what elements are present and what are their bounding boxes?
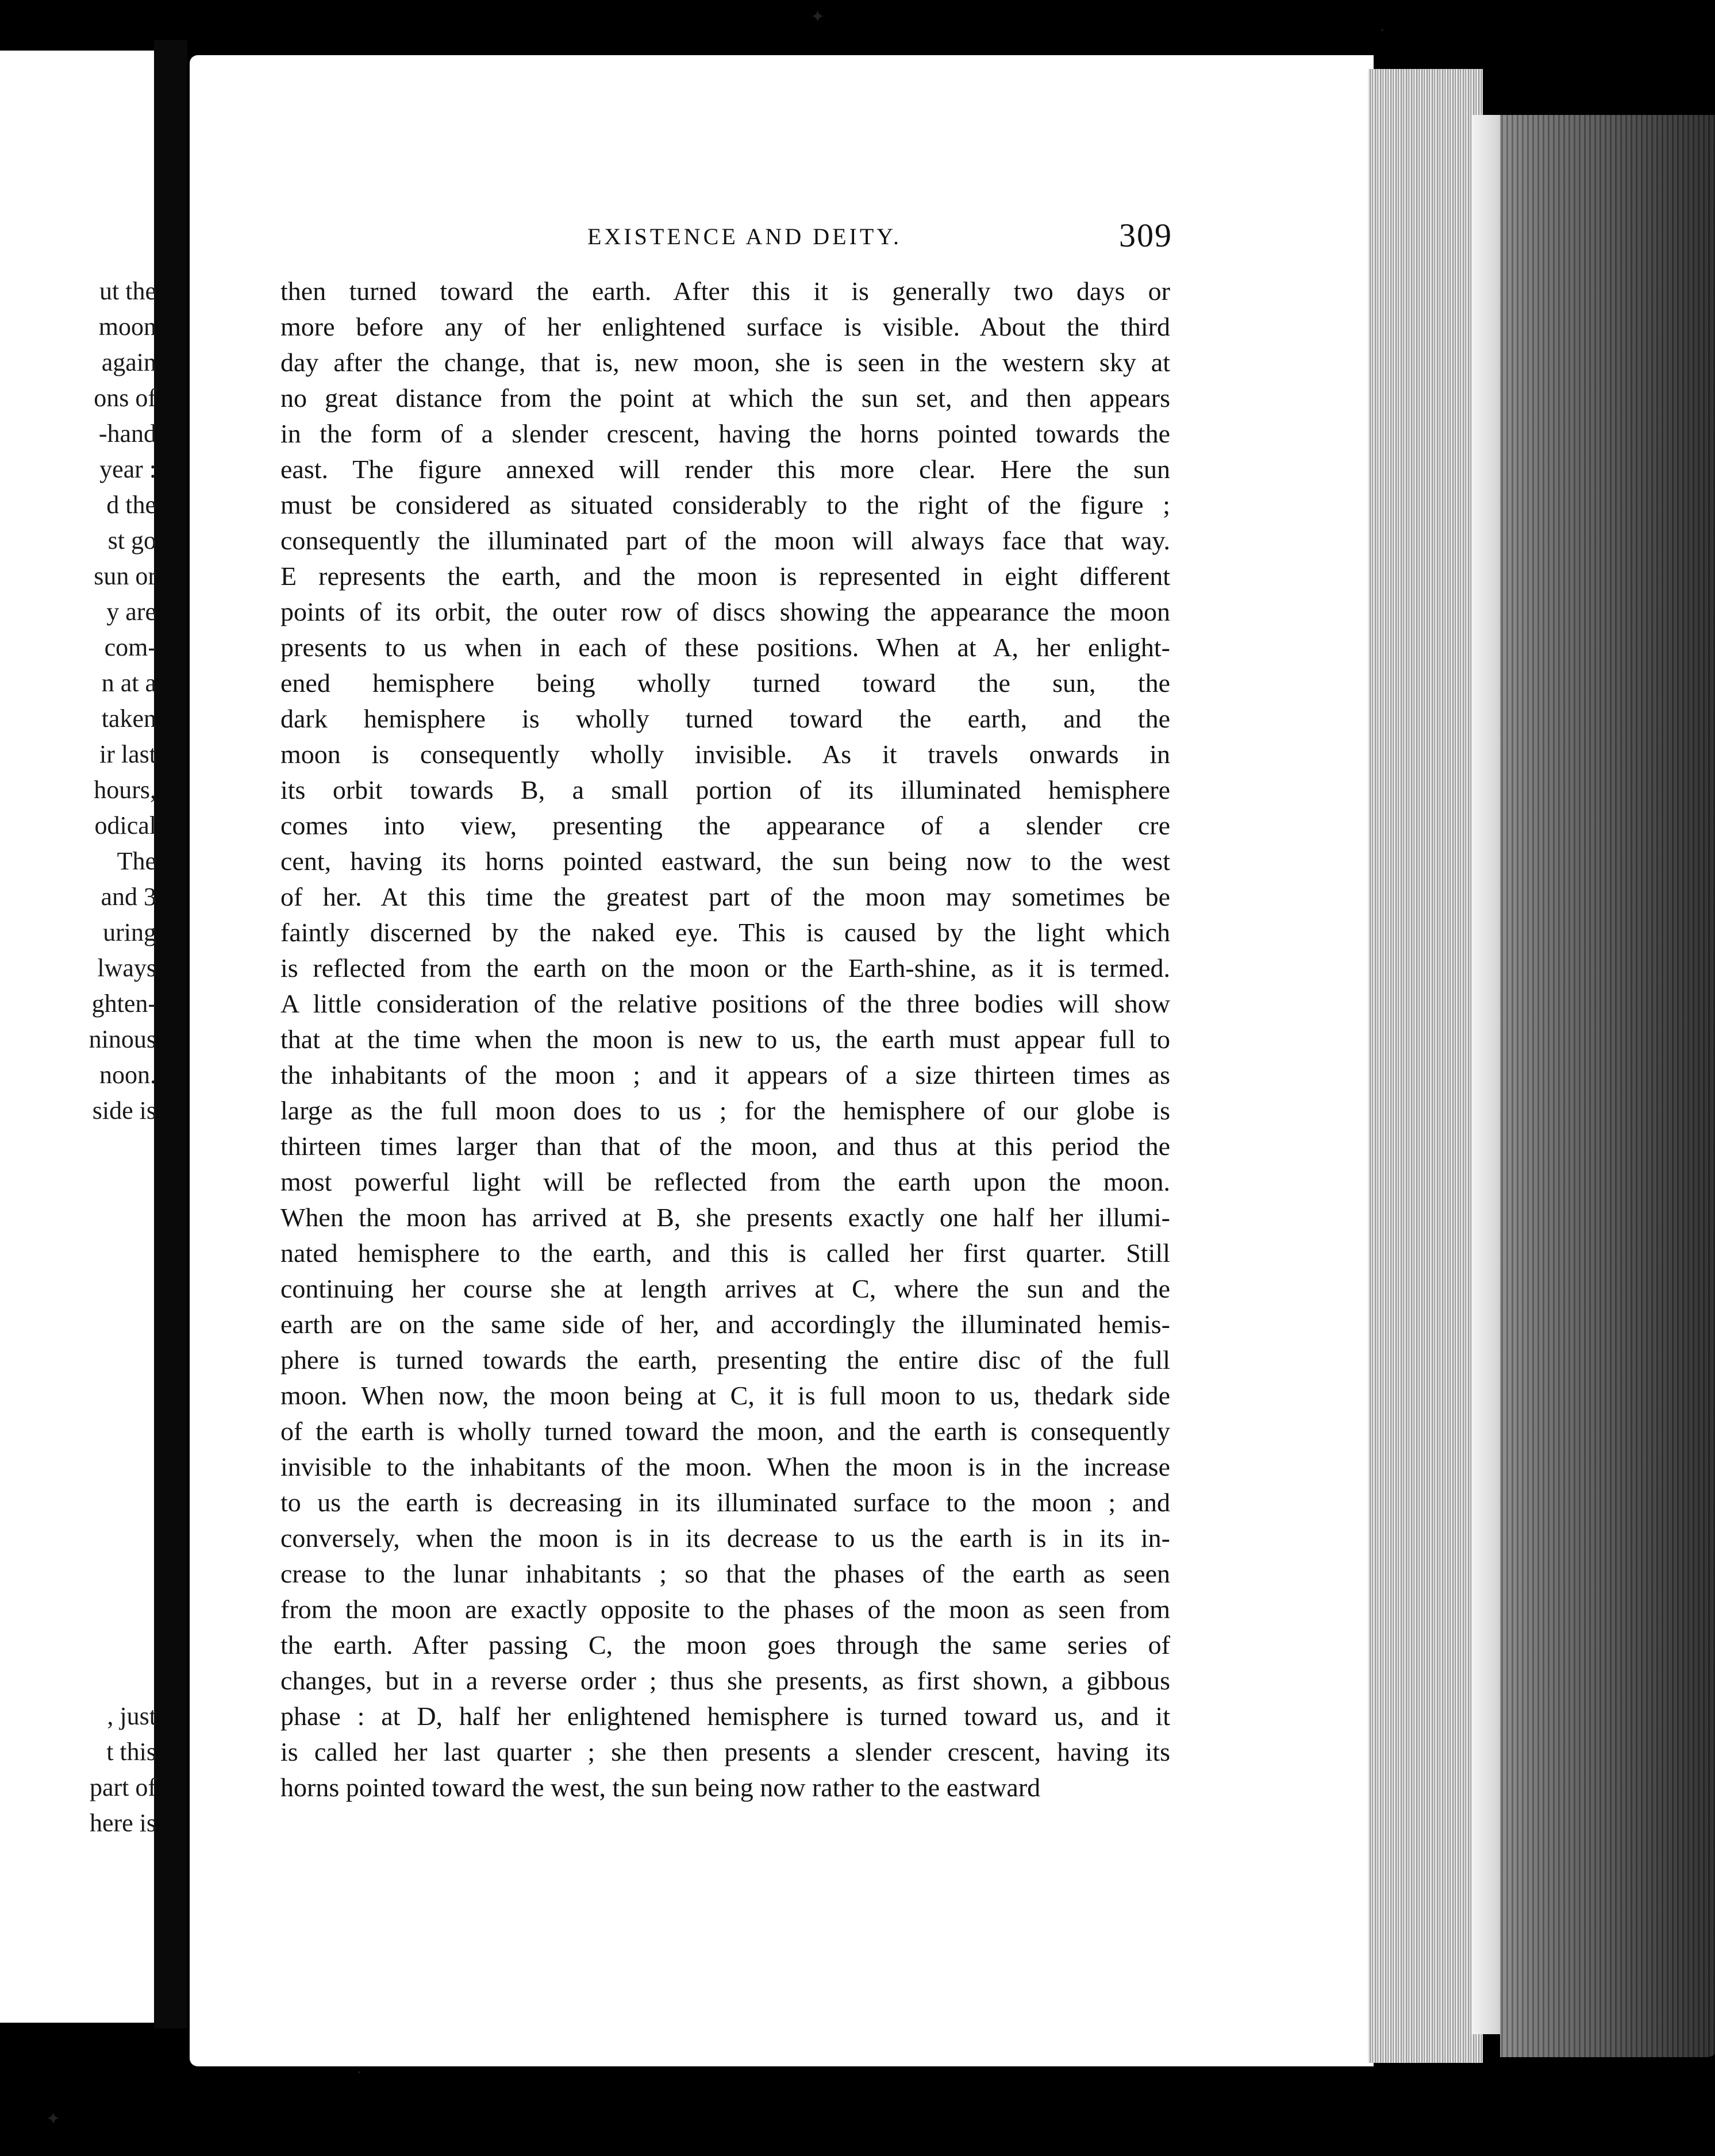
text-line: phase : at D, half her enlightened hemisphere is turned toward us, and it: [280, 1701, 1170, 1731]
left-page-line-fragment: here is: [89, 1809, 156, 1837]
text-line: invisible to the inhabitants of the moon. When the moon is in the increase: [280, 1452, 1170, 1481]
text-line: is reflected from the earth on the moon or the Earth-shine, as it is termed.: [280, 953, 1170, 983]
left-page-line-fragment: t this: [106, 1738, 156, 1766]
text-line: earth are on the same side of her, and accordingly the illuminated hemis-: [280, 1310, 1170, 1339]
text-line: phere is turned towards the earth, presenting the entire disc of the full: [280, 1345, 1170, 1375]
left-page-line-fragment: hours,: [94, 776, 156, 804]
text-line: faintly discerned by the naked eye. This is caused by the light which: [280, 918, 1170, 947]
left-page-line-fragment: n at a: [101, 669, 156, 697]
book-cover: [1500, 115, 1715, 2057]
left-page-line-fragment: ons of: [94, 384, 156, 412]
text-line: to us the earth is decreasing in its illuminated surface to the moon ; and: [280, 1488, 1170, 1517]
text-line: the inhabitants of the moon ; and it appears of a size thirteen times as: [280, 1060, 1170, 1089]
text-line: of the earth is wholly turned toward the moon, and the earth is consequently: [280, 1416, 1170, 1446]
text-line: cent, having its horns pointed eastward, the sun being now to the west: [280, 846, 1170, 876]
text-line: E represents the earth, and the moon is represented in eight different: [280, 561, 1170, 591]
text-line: points of its orbit, the outer row of discs showing the appearance the moon: [280, 597, 1170, 626]
left-page-line-fragment: y are: [106, 598, 156, 626]
text-line: presents to us when in each of these positions. When at A, her enlight-: [280, 633, 1170, 662]
text-line: When the moon has arrived at B, she presents exactly one half her illumi-: [280, 1203, 1170, 1232]
text-line: moon. When now, the moon being at C, it is full moon to us, thedark side: [280, 1381, 1170, 1410]
left-page-line-fragment: ninous: [89, 1025, 156, 1053]
text-line: most powerful light will be reflected from the earth upon the moon.: [280, 1167, 1170, 1196]
text-line: then turned toward the earth. After this it is generally two days or: [280, 276, 1170, 306]
text-line: its orbit towards B, a small portion of its illuminated hemisphere: [280, 775, 1170, 804]
left-page-line-fragment: lways: [97, 954, 156, 982]
scan-speck: ✦: [810, 7, 825, 26]
text-line: must be considered as situated considerably to the right of the figure ;: [280, 490, 1170, 519]
scan-speck: ✦: [46, 2109, 61, 2128]
text-line: ened hemisphere being wholly turned toward the sun, the: [280, 668, 1170, 698]
text-line: continuing her course she at length arrives at C, where the sun and the: [280, 1274, 1170, 1303]
text-line: horns pointed toward the west, the sun being now rather to the eastward: [280, 1773, 1041, 1802]
text-line: more before any of her enlightened surface is visible. About the third: [280, 312, 1170, 341]
text-line: that at the time when the moon is new to us, the earth must appear full to: [280, 1025, 1170, 1054]
text-line: thirteen times larger than that of the moon, and thus at this period the: [280, 1131, 1170, 1161]
text-line: crease to the lunar inhabitants ; so that the phases of the earth as seen: [280, 1559, 1170, 1588]
text-line: east. The figure annexed will render this more clear. Here the sun: [280, 455, 1170, 484]
scan-speck: ·: [356, 2063, 362, 2082]
text-line: conversely, when the moon is in its decrease to us the earth is in its in-: [280, 1523, 1170, 1553]
running-header: [587, 218, 1172, 253]
left-page-line-fragment: noon.: [99, 1061, 156, 1089]
left-page-line-fragment: com-: [104, 633, 156, 661]
left-page-line-fragment: sun or: [94, 562, 156, 590]
text-line: in the form of a slender crescent, having the horns pointed towards the: [280, 419, 1170, 448]
text-line: large as the full moon does to us ; for the hemisphere of our globe is: [280, 1096, 1170, 1125]
page-number: 309: [1119, 217, 1172, 254]
text-line: dark hemisphere is wholly turned toward the earth, and the: [280, 704, 1170, 733]
text-line: moon is consequently wholly invisible. As it travels onwards in: [280, 740, 1170, 769]
body-text: [280, 274, 1170, 1805]
text-line: comes into view, presenting the appearance of a slender cre: [280, 811, 1170, 840]
left-page-line-fragment: again: [101, 348, 156, 376]
running-title: EXISTENCE AND DEITY.: [587, 224, 902, 249]
left-page-line-fragment: uring: [103, 918, 156, 946]
left-page-line-fragment: ghten-: [91, 990, 156, 1018]
left-page-line-fragment: d the: [106, 491, 156, 519]
left-page-line-fragment: taken: [101, 704, 156, 733]
text-line: consequently the illuminated part of the moon will always face that way.: [280, 526, 1170, 555]
text-line: no great distance from the point at which the sun set, and then appears: [280, 383, 1170, 413]
text-line: from the moon are exactly opposite to the phases of the moon as seen from: [280, 1595, 1170, 1624]
left-page-line-fragment: ir last: [99, 740, 156, 768]
left-page-line-fragment: moon: [98, 313, 156, 341]
left-page-line-fragment: year :: [99, 455, 156, 483]
text-line: of her. At this time the greatest part of the moon may sometimes be: [280, 882, 1170, 911]
book-gutter: [154, 40, 187, 2028]
scan-speck: ·: [1379, 21, 1385, 40]
left-page-line-fragment: side is: [92, 1096, 156, 1125]
text-line: is called her last quarter ; she then presents a slender crescent, having its: [280, 1737, 1170, 1766]
left-page-line-fragment: -hand: [98, 419, 156, 448]
left-page-line-fragment: The: [117, 847, 156, 875]
left-page-line-fragment: odical: [94, 811, 156, 840]
text-line: nated hemisphere to the earth, and this is called her first quarter. Still: [280, 1238, 1170, 1268]
page-edges: [1368, 69, 1483, 2063]
left-page-line-fragment: part of: [89, 1773, 156, 1801]
text-line: changes, but in a reverse order ; thus she presents, as first shown, a gibbous: [280, 1666, 1170, 1695]
left-page-line-fragment: st go: [107, 526, 156, 555]
left-page-line-fragment: , just: [107, 1702, 156, 1730]
text-line: A little consideration of the relative positions of the three bodies will show: [280, 989, 1170, 1018]
text-line: day after the change, that is, new moon, she is seen in the western sky at: [280, 348, 1170, 377]
left-page-line-fragment: ut the: [99, 277, 156, 305]
text-line: the earth. After passing C, the moon goes through the same series of: [280, 1630, 1170, 1660]
left-page-line-fragment: and 3: [101, 883, 156, 911]
